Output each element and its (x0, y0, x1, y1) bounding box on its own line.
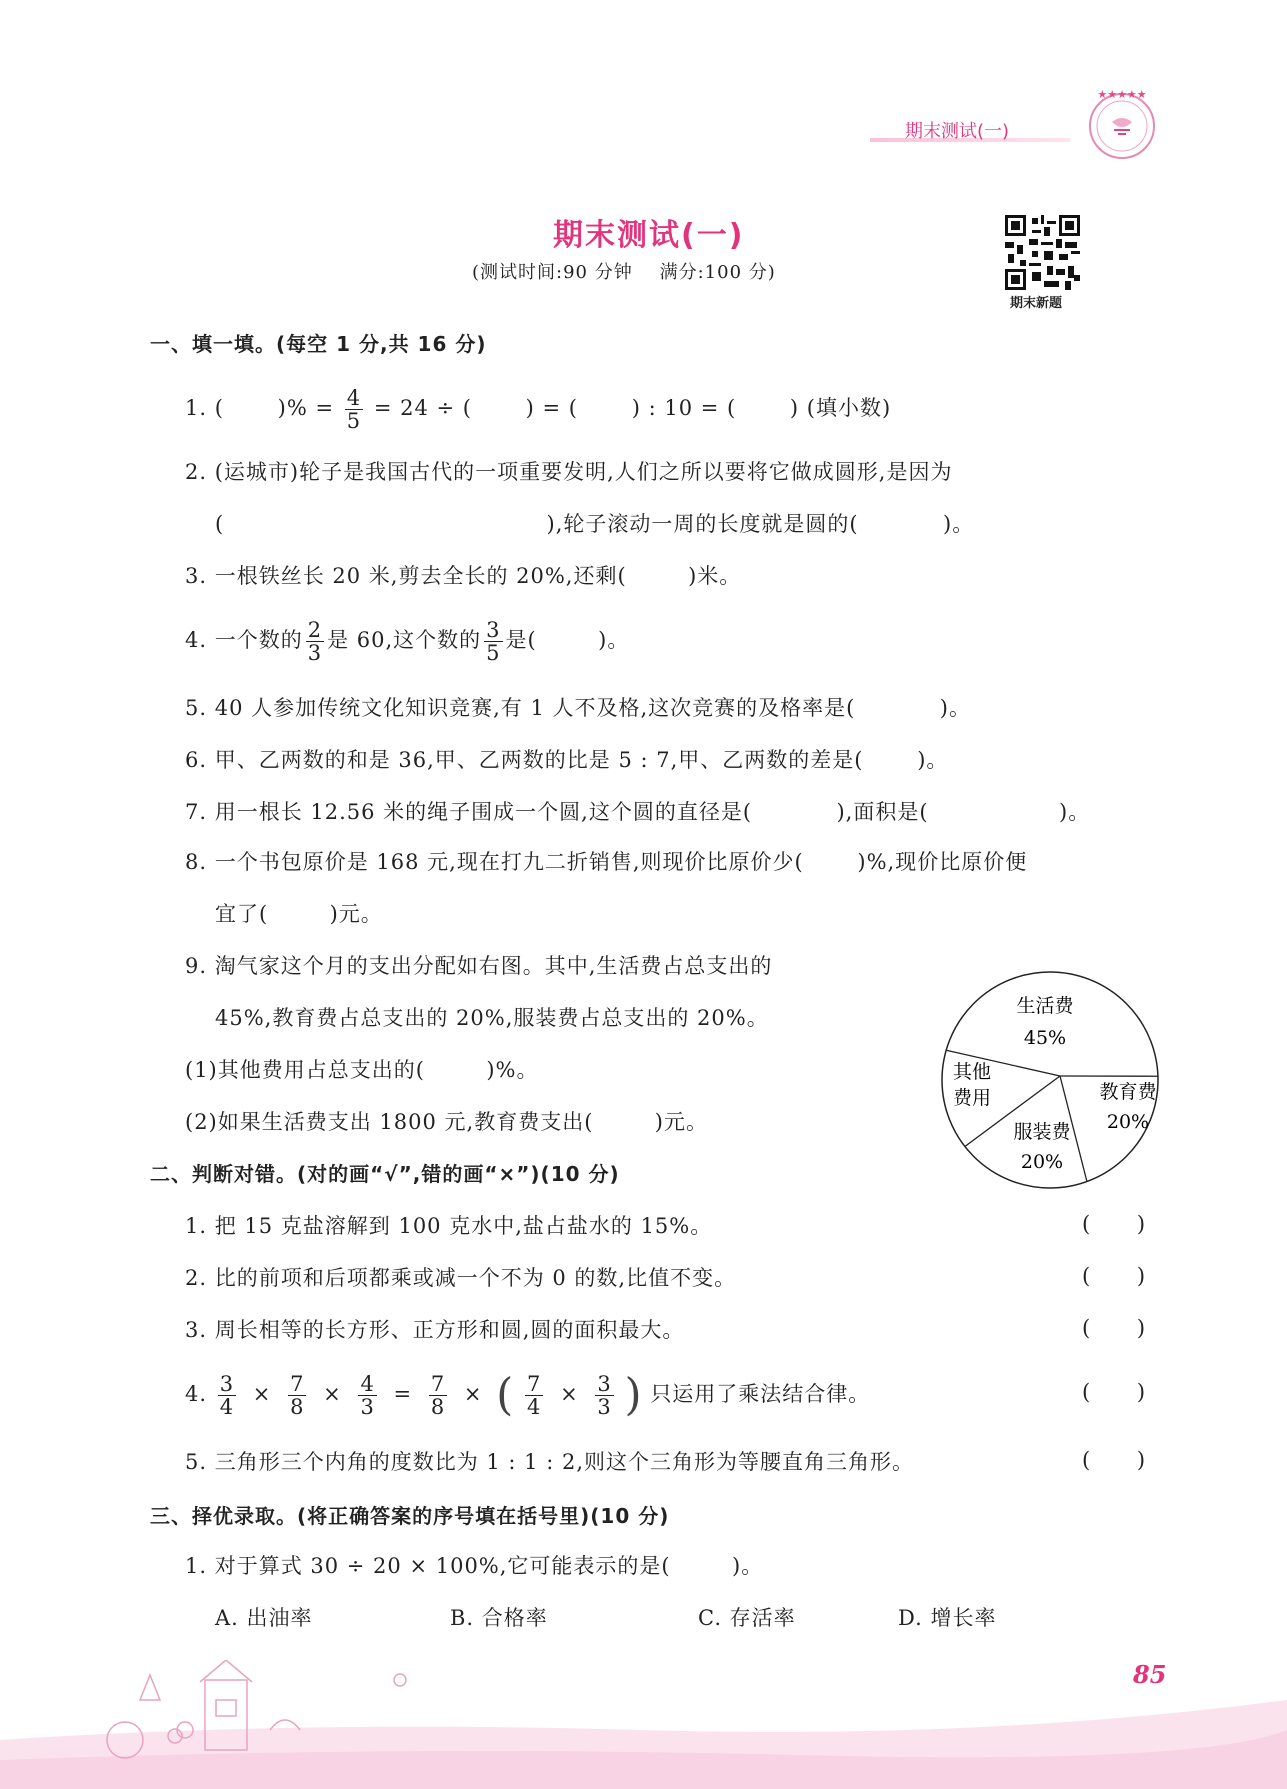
fraction: $\frac{3}{3}$ (597, 1372, 612, 1419)
expense-pie-chart (930, 960, 1170, 1200)
q1-9-line1: 9. 淘气家这个月的支出分配如右图。其中,生活费占总支出的 (185, 954, 773, 978)
publisher-seal-icon (1082, 84, 1162, 164)
fraction: $\frac{4}{5}$ (346, 386, 362, 433)
fraction: $\frac{7}{4}$ (527, 1372, 542, 1419)
equals-sign: = (393, 1382, 413, 1406)
q2-2: 2. 比的前项和后项都乘或减一个不为 0 的数,比值不变。 (185, 1266, 737, 1290)
q1-5: 5. 40 人参加传统文化知识竞赛,有 1 人不及格,这次竞赛的及格率是( )。 (185, 696, 971, 720)
q2-4 (185, 1366, 870, 1424)
q1-7: 7. 用一根长 12.56 米的绳子围成一个圆,这个圆的直径是( ),面积是( )。 (185, 800, 1091, 824)
answer-blank[interactable]: ( ) (1082, 1212, 1146, 1236)
pie-slice-value: 45% (1023, 1027, 1067, 1049)
fraction: $\frac{7}{8}$ (290, 1372, 305, 1419)
q2-4-pre: 4. (185, 1382, 208, 1406)
pie-slice-value: 20% (1020, 1151, 1064, 1173)
fraction: $\frac{7}{8}$ (430, 1372, 446, 1419)
times-sign: × (323, 1382, 342, 1406)
section1-heading: 一、填一填。(每空 1 分,共 16 分) (150, 332, 487, 356)
q2-4-post: 只运用了乘法结合律。 (650, 1382, 871, 1406)
q2-1: 1. 把 15 克盐溶解到 100 克水中,盐占盐水的 15%。 (185, 1214, 713, 1238)
header-label: 期末测试(一) (905, 121, 1010, 142)
pie-slice-label: 其他 (952, 1061, 992, 1083)
pie-slice-label: 教育费 (1099, 1081, 1157, 1103)
fraction: $\frac{4}{3}$ (360, 1372, 375, 1419)
option-c[interactable]: C. 存活率 (698, 1606, 796, 1630)
qr-code[interactable] (1005, 215, 1080, 290)
pie-slice-label: 生活费 (1016, 995, 1074, 1017)
pie-slice-value: 20% (1106, 1111, 1150, 1133)
svg-text:★★★★★: ★★★★★ (1097, 88, 1147, 101)
times-sign: × (252, 1382, 272, 1406)
q1-9-line2: 45%,教育费占总支出的 20%,服装费占总支出的 20%。 (215, 1006, 769, 1030)
q1-4-b: 是 60,这个数的 (327, 628, 482, 652)
q1-3: 3. 一根铁丝长 20 米,剪去全长的 20%,还剩( )米。 (185, 564, 742, 588)
answer-blank[interactable]: ( ) (1082, 1448, 1146, 1472)
option-b[interactable]: B. 合格率 (450, 1606, 548, 1630)
page-title: 期末测试(一) (553, 218, 745, 253)
option-d[interactable]: D. 增长率 (898, 1606, 997, 1630)
answer-blank[interactable]: ( ) (1082, 1380, 1146, 1404)
q1-8-line2: 宜了( )元。 (215, 902, 383, 926)
page-number: 85 (1133, 1660, 1167, 1689)
answer-blank[interactable]: ( ) (1082, 1264, 1146, 1288)
fraction: $\frac{3}{4}$ (219, 1372, 235, 1419)
times-sign: × (463, 1382, 483, 1406)
section3-heading: 三、择优录取。(将正确答案的序号填在括号里)(10 分) (150, 1504, 670, 1528)
q3-1: 1. 对于算式 30 ÷ 20 × 100%,它可能表示的是( )。 (185, 1554, 764, 1578)
qr-caption: 期末新题 (1010, 296, 1063, 311)
q1-1-post: = 24 ÷ ( ) = ( ) : 10 = ( ) (填小数) (373, 396, 892, 420)
q2-5: 5. 三角形三个内角的度数比为 1 : 1 : 2,则这个三角形为等腰直角三角形。 (185, 1450, 914, 1474)
q1-6: 6. 甲、乙两数的和是 36,甲、乙两数的比是 5 : 7,甲、乙两数的差是( )。 (185, 748, 949, 772)
fraction: $\frac{2}{3}$ (307, 618, 323, 665)
q1-9-sub2: (2)如果生活费支出 1800 元,教育费支出( )元。 (185, 1110, 709, 1134)
q1-8-line1: 8. 一个书包原价是 168 元,现在打九二折销售,则现价比原价少( )%,现价比原价便 (185, 850, 1028, 874)
footer-decoration (0, 1660, 1287, 1789)
fraction: $\frac{3}{5}$ (486, 618, 501, 665)
option-a[interactable]: A. 出油率 (215, 1606, 313, 1630)
q1-4-a: 4. 一个数的 (185, 628, 303, 652)
q1-4 (185, 612, 629, 668)
section2-heading: 二、判断对错。(对的画“√”,错的画“×”)(10 分) (150, 1162, 620, 1186)
q1-2-line1: 2. (运城市)轮子是我国古代的一项重要发明,人们之所以要将它做成圆形,是因为 (185, 460, 953, 484)
q1-4-c: 是( )。 (505, 628, 630, 652)
times-sign: × (560, 1382, 579, 1406)
q1-2-line2: ( ),轮子滚动一周的长度就是圆的( )。 (215, 512, 975, 536)
pie-slice-value: 费用 (952, 1087, 992, 1109)
pie-slice-label: 服装费 (1013, 1121, 1071, 1143)
answer-blank[interactable]: ( ) (1082, 1316, 1146, 1340)
q1-1 (185, 380, 891, 436)
q1-1-pre: 1. ( )% = (185, 396, 335, 420)
left-paren: ( (496, 1369, 515, 1421)
q1-9-sub1: (1)其他费用占总支出的( )%。 (185, 1058, 539, 1082)
right-paren: ) (624, 1369, 643, 1421)
q2-3: 3. 周长相等的长方形、正方形和圆,圆的面积最大。 (185, 1318, 685, 1342)
test-info: (测试时间:90 分钟 满分:100 分) (472, 262, 776, 283)
